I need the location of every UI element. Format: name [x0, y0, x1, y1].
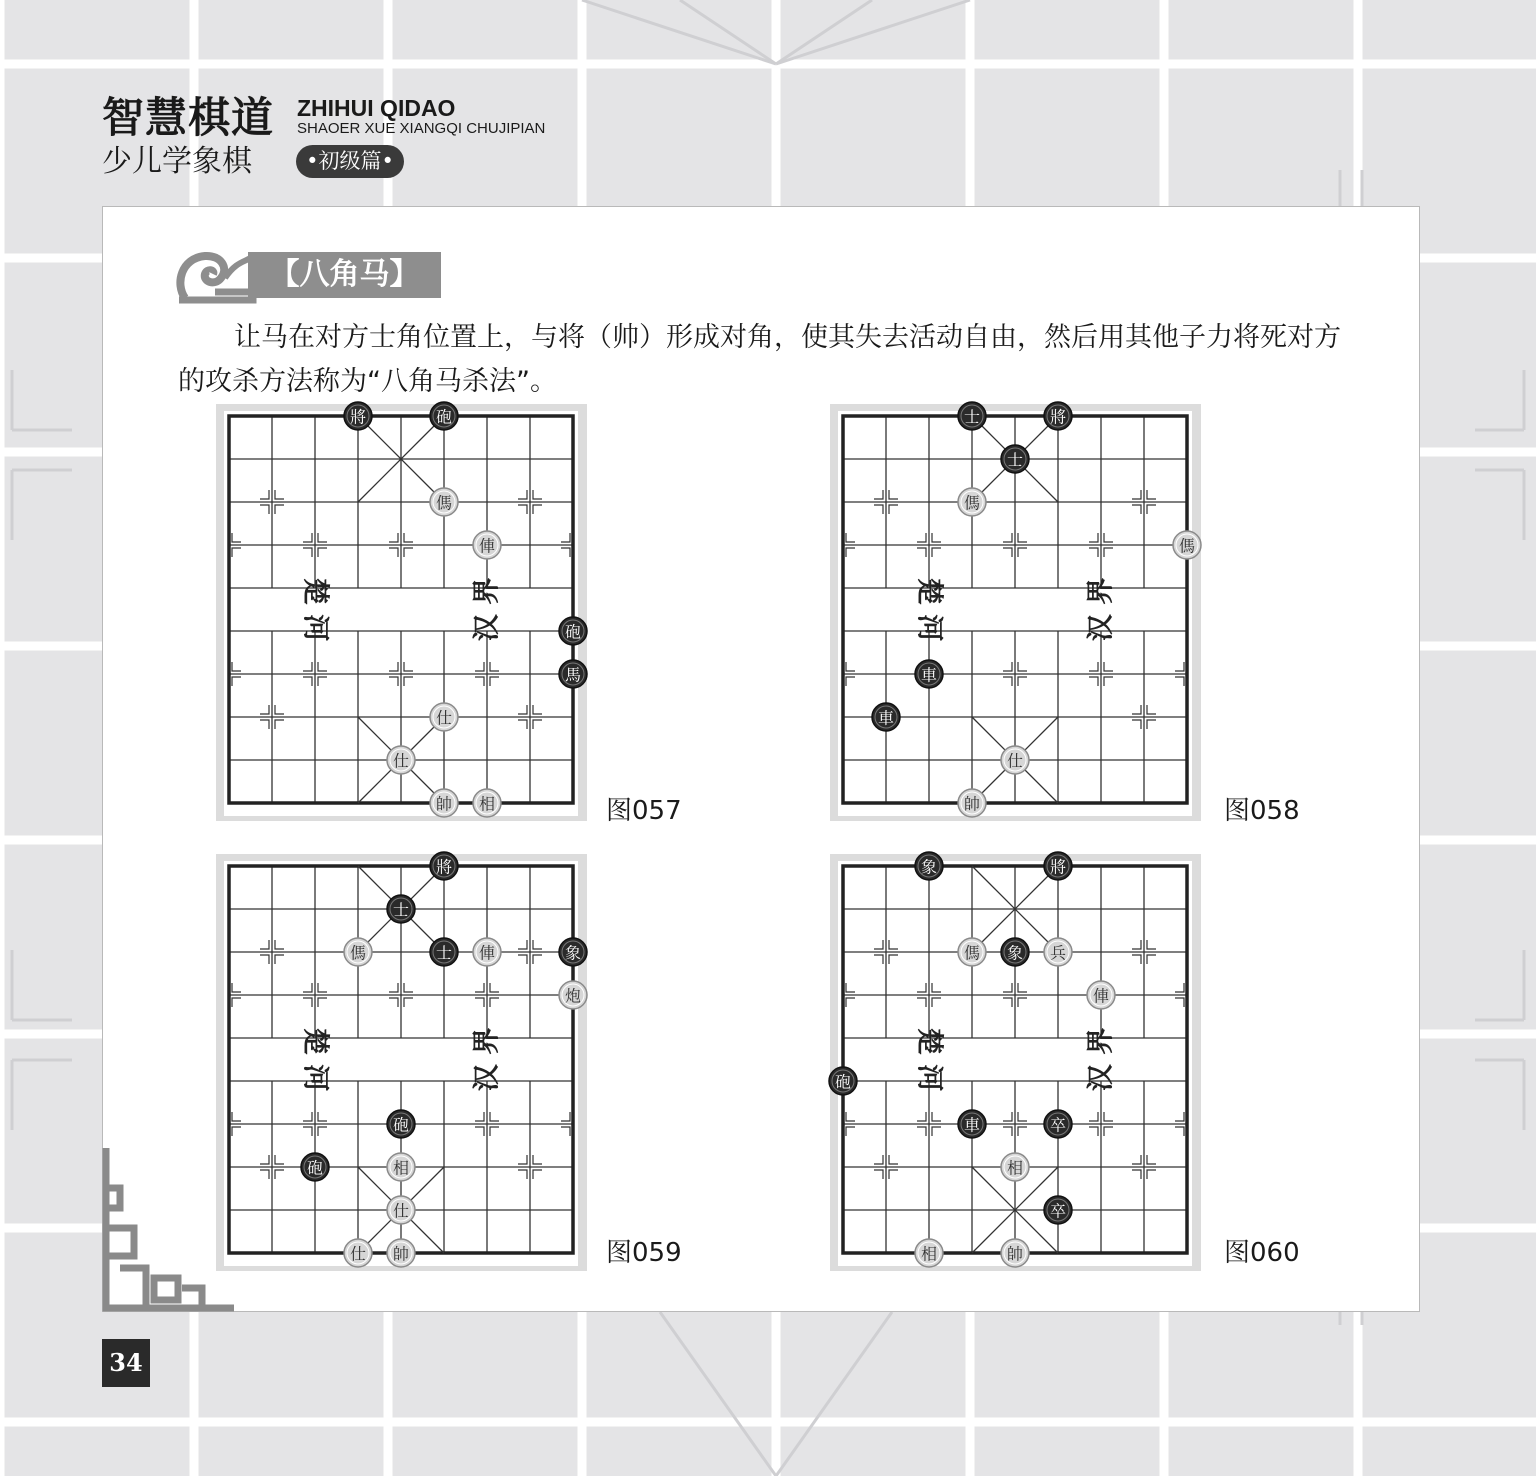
black-piece [958, 1110, 986, 1138]
black-piece [559, 660, 587, 688]
black-piece [1044, 1196, 1072, 1224]
svg-text:俥: 俥 [1092, 986, 1110, 1006]
black-piece [387, 895, 415, 923]
svg-text:仕: 仕 [1006, 751, 1024, 771]
svg-text:傌: 傌 [349, 943, 367, 963]
red-piece [958, 488, 986, 516]
red-piece [473, 938, 501, 966]
river-text-left: 楚 河 [913, 577, 945, 642]
page-number: 34 [102, 1339, 150, 1387]
red-piece [387, 1153, 415, 1181]
black-piece [559, 617, 587, 645]
black-piece [344, 402, 372, 430]
red-piece [1044, 938, 1072, 966]
black-piece [559, 938, 587, 966]
svg-text:將: 將 [435, 857, 453, 877]
svg-text:帥: 帥 [435, 794, 453, 814]
section-title: 【八角马】 [248, 252, 441, 298]
black-piece [1001, 938, 1029, 966]
red-piece [1087, 981, 1115, 1009]
svg-text:象: 象 [1006, 943, 1024, 963]
red-piece [1173, 531, 1201, 559]
black-piece [915, 852, 943, 880]
svg-text:炮: 炮 [564, 986, 582, 1006]
svg-text:相: 相 [392, 1158, 410, 1178]
svg-text:傌: 傌 [963, 943, 981, 963]
red-piece [344, 938, 372, 966]
figure-label-057: 图057 [606, 796, 682, 826]
header-subtitle: 少儿学象棋 [102, 144, 252, 179]
svg-text:車: 車 [920, 665, 938, 685]
red-piece [958, 789, 986, 817]
river-text-right: 汉 界 [1085, 577, 1117, 642]
figure-label-060: 图060 [1224, 1238, 1300, 1268]
svg-text:車: 車 [877, 708, 895, 728]
svg-text:仕: 仕 [392, 751, 410, 771]
red-piece [387, 746, 415, 774]
xiangqi-board-059 [216, 854, 587, 1271]
svg-text:仕: 仕 [349, 1244, 367, 1264]
svg-text:士: 士 [1006, 450, 1024, 470]
black-piece [1044, 402, 1072, 430]
xiangqi-board-060 [830, 854, 1201, 1271]
svg-text:砲: 砲 [392, 1115, 410, 1135]
red-piece [1001, 1239, 1029, 1267]
svg-text:士: 士 [963, 407, 981, 427]
river-text-right: 汉 界 [471, 1027, 503, 1092]
black-piece [872, 703, 900, 731]
svg-text:相: 相 [1006, 1158, 1024, 1178]
header-title: 智慧棋道 [102, 93, 275, 142]
black-piece [430, 938, 458, 966]
svg-text:仕: 仕 [392, 1201, 410, 1221]
svg-text:兵: 兵 [1049, 943, 1067, 963]
svg-text:傌: 傌 [435, 493, 453, 513]
red-piece [559, 981, 587, 1009]
svg-text:士: 士 [392, 900, 410, 920]
river-text-left: 楚 河 [299, 577, 331, 642]
red-piece [958, 938, 986, 966]
black-piece [387, 1110, 415, 1138]
black-piece [1044, 1110, 1072, 1138]
header-subtitle-en: SHAOER XUE XIANGQI CHUJIPIAN [297, 120, 546, 137]
svg-text:傌: 傌 [963, 493, 981, 513]
svg-text:砲: 砲 [834, 1072, 852, 1092]
red-piece [430, 789, 458, 817]
river-text-right: 汉 界 [1085, 1027, 1117, 1092]
svg-text:帥: 帥 [392, 1244, 410, 1264]
figure-label-059: 图059 [606, 1238, 682, 1268]
svg-text:卒: 卒 [1049, 1115, 1067, 1135]
xiangqi-board-057 [216, 404, 587, 821]
section-intro: 让马在对方士角位置上，与将（帅）形成对角，使其失去活动自由，然后用其他子力将死对方的攻杀方法称为“八角马杀法”。 [178, 322, 1341, 397]
svg-text:砲: 砲 [306, 1158, 324, 1178]
svg-text:砲: 砲 [435, 407, 453, 427]
svg-text:卒: 卒 [1049, 1201, 1067, 1221]
black-piece [430, 852, 458, 880]
red-piece [430, 703, 458, 731]
red-piece [344, 1239, 372, 1267]
svg-text:傌: 傌 [1178, 536, 1196, 556]
svg-text:將: 將 [1049, 857, 1067, 877]
river-text-right: 汉 界 [471, 577, 503, 642]
xiangqi-board-058 [830, 404, 1201, 821]
red-piece [473, 531, 501, 559]
black-piece [958, 402, 986, 430]
red-piece [1001, 746, 1029, 774]
svg-text:將: 將 [1049, 407, 1067, 427]
black-piece [301, 1153, 329, 1181]
red-piece [430, 488, 458, 516]
header-title-en: ZHIHUI QIDAO [297, 95, 456, 121]
svg-text:相: 相 [478, 794, 496, 814]
red-piece [1001, 1153, 1029, 1181]
red-piece [387, 1196, 415, 1224]
svg-text:將: 將 [349, 407, 367, 427]
svg-text:車: 車 [963, 1115, 981, 1135]
red-piece [473, 789, 501, 817]
svg-text:俥: 俥 [478, 943, 496, 963]
svg-text:帥: 帥 [963, 794, 981, 814]
svg-text:帥: 帥 [1006, 1244, 1024, 1264]
section-cloud-icon [175, 250, 255, 306]
black-piece [1001, 445, 1029, 473]
svg-text:士: 士 [435, 943, 453, 963]
river-text-left: 楚 河 [299, 1027, 331, 1092]
svg-text:砲: 砲 [564, 622, 582, 642]
red-piece [387, 1239, 415, 1267]
black-piece [1044, 852, 1072, 880]
svg-text:相: 相 [920, 1244, 938, 1264]
red-piece [915, 1239, 943, 1267]
svg-text:俥: 俥 [478, 536, 496, 556]
svg-text:馬: 馬 [564, 665, 582, 685]
svg-text:象: 象 [920, 857, 938, 877]
svg-text:象: 象 [564, 943, 582, 963]
river-text-left: 楚 河 [913, 1027, 945, 1092]
svg-text:仕: 仕 [435, 708, 453, 728]
black-piece [915, 660, 943, 688]
black-piece [829, 1067, 857, 1095]
level-badge: •初级篇• [296, 145, 404, 178]
black-piece [430, 402, 458, 430]
figure-label-058: 图058 [1224, 796, 1300, 826]
